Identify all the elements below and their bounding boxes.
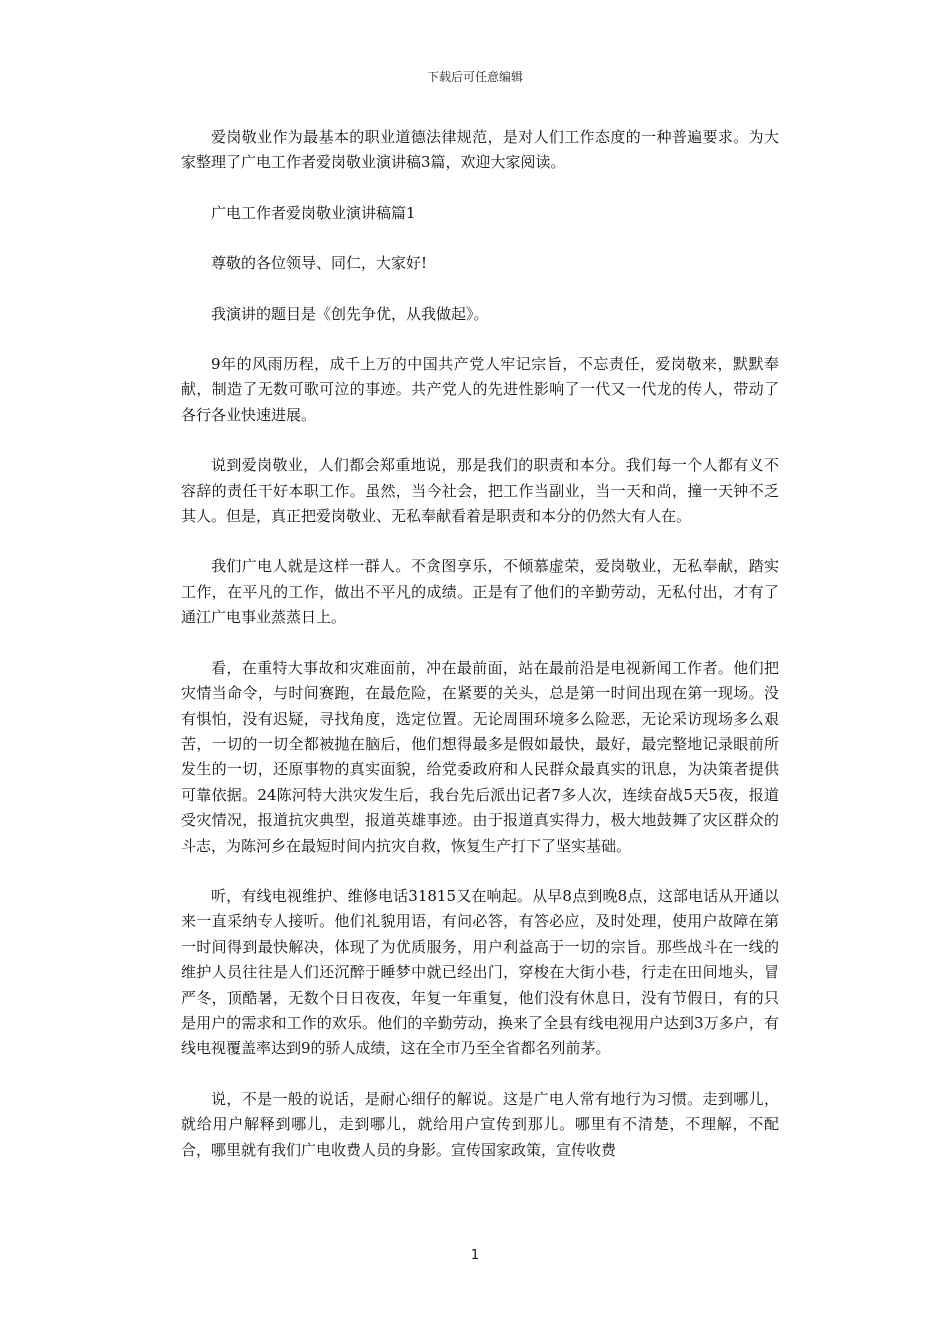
- speech-topic-paragraph: 我演讲的题目是《创先争优，从我做起》。: [211, 304, 489, 323]
- intro-paragraph: 爱岗敬业作为最基本的职业道德法律规范，是对人们工作态度的一种普遍要求。为大家整理了广电工作者爱岗敬业演讲稿3篇，欢迎大家阅读。: [181, 128, 779, 172]
- section-title: 广电工作者爱岗敬业演讲稿篇1: [211, 203, 416, 222]
- body-paragraph: 我们广电人就是这样一群人。不贪图享乐，不倾慕虚荣，爱岗敬业，无私奉献，踏实工作，在平凡的工作，做出不平凡的成绩。正是有了他们的辛勤劳动，无私付出，才有了通江广电事业蒸蒸日上。: [181, 557, 779, 627]
- body-paragraph: 9年的风雨历程，成千上万的中国共产党人牢记宗旨，不忘责任，爱岗敬来，默默奉献，制造了无数可歌可泣的事迹。共产党人的先进性影响了一代又一代龙的传人，带动了各行各业快速进展。: [181, 355, 779, 424]
- body-paragraph: 看，在重特大事故和灾难面前，冲在最前面，站在最前沿是电视新闻工作者。他们把灾情当命令，与时间赛跑，在最危险，在紧要的关头，总是第一时间出现在第一现场。没有惧怕，没有迟疑，寻找角度，选定位置。无论周围环境多么险恶，无论采访现场多么艰苦，一切的一切全都被抛在脑后，他们想得最多是假如最快，最好，最完整地记录眼前所发生的一切，还原事物的真实面貌，给党委政府和人民群众最真实的讯息，为决策者提供可靠依据。24陈河特大洪灾发生后，我台先后派出记者7多人次，连续奋战5天5夜，报道受灾情况，报道抗灾典型，报道英雄事迹。由于报道真实得力，极大地鼓舞了灾区群众的斗志，为陈河乡在最短时间内抗灾自救，恢复生产打下了坚实基础。: [181, 658, 779, 855]
- document-body: [181, 125, 779, 1188]
- header-note: 下载后可任意编辑: [426, 70, 523, 84]
- body-paragraph: 听，有线电视维护、维修电话31815又在响起。从早8点到晚8点，这部电话从开通以来一直采纳专人接听。他们礼貌用语，有问必答，有答必应，及时处理，使用户故障在第一时间得到最快解决，体现了为优质服务，用户利益高于一切的宗旨。那些战斗在一线的维护人员往往是人们还沉醉于睡梦中就已经出门，穿梭在大街小巷，行走在田间地头，冒严冬，顶酷暑，无数个日日夜夜，年复一年重复，他们没有休息日，没有节假日，有的只是用户的需求和工作的欢乐。他们的辛勤劳动，换来了全县有线电视用户达到3万多户，有线电视覆盖率达到9的骄人成绩，这在全市乃至全省都名列前茅。: [181, 886, 779, 1058]
- greeting-paragraph: 尊敬的各位领导、同仁，大家好!: [211, 254, 428, 273]
- page-number: 1: [470, 1248, 480, 1263]
- body-paragraph: 说到爱岗敬业，人们都会郑重地说，那是我们的职责和本分。我们每一个人都有义不容辞的责任干好本职工作。虽然，当今社会，把工作当副业，当一天和尚，撞一天钟不乏其人。但是，真正把爱岗敬业、无私奉献看着是职责和本分的仍然大有人在。: [181, 456, 779, 526]
- body-paragraph: 说，不是一般的说话，是耐心细仔的解说。这是广电人常有地行为习惯。走到哪儿，就给用户解释到哪儿，走到哪儿，就给用户宣传到那儿。哪里有不清楚，不理解，不配合，哪里就有我们广电收费人员的身影。宣传国家政策，宣传收费: [181, 1089, 779, 1159]
